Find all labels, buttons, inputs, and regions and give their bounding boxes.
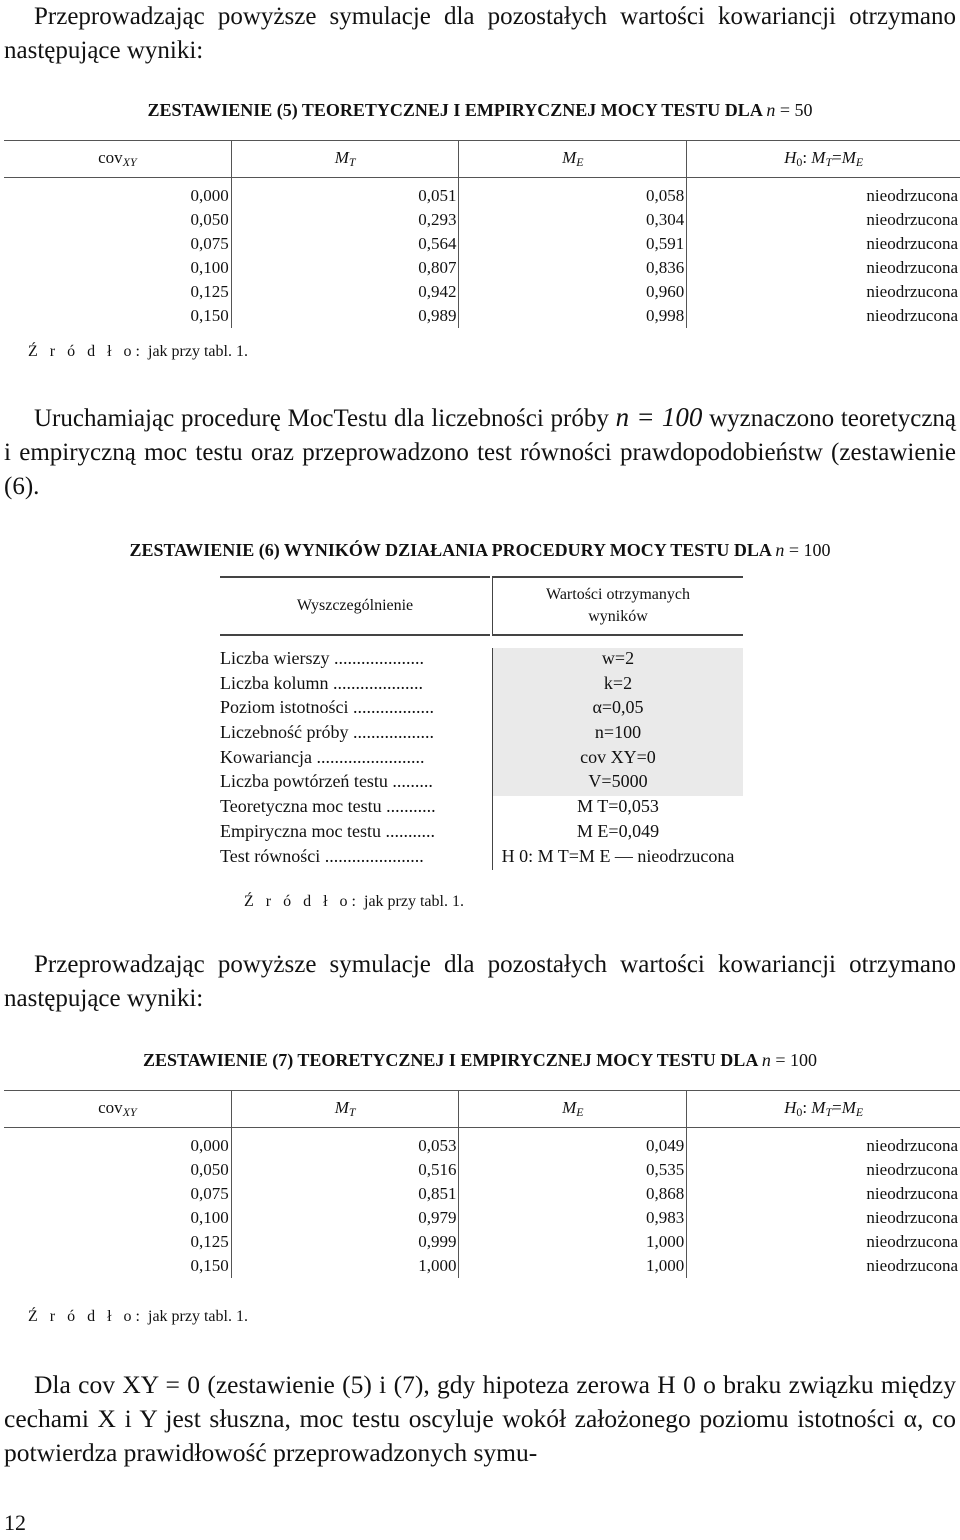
row-label: Teoretyczna moc testu ........... [220,796,436,817]
table5-source [28,343,248,361]
cell-cov: 0,000 [190,186,229,205]
table7-n-value: = 100 [775,1050,817,1070]
row-label: Liczba powtórzeń testu ......... [220,771,433,792]
source-text: jak przy tabl. 1. [148,343,248,360]
cell-cov: 0,150 [190,1256,229,1275]
cell-mt: 0,053 [231,1128,459,1159]
table-row [4,1206,960,1230]
table-row [4,256,960,280]
cell-me: 0,058 [459,178,687,209]
table-row [220,722,742,747]
header-wartosci-line1: Wartości otrzymanych [546,586,690,603]
cell-h0: nieodrzucona [687,1230,960,1254]
cell-mt: 0,989 [231,304,459,328]
table5-caption-text: ZESTAWIENIE (5) TEORETYCZNEJ I EMPIRYCZNEJ MOCY TESTU DLA [147,100,762,120]
row-value: w=2 [492,648,743,673]
cell-me: 0,983 [459,1206,687,1230]
row-label: Liczba kolumn .................... [220,672,423,693]
table5-n-value: = 50 [779,100,813,120]
header-h0: $H_0$: $M_T=M_E$ [687,1091,960,1128]
cell-mt: 0,564 [231,232,459,256]
header-wartosci-line2: wyników [588,608,648,625]
table5-n-label: n [766,100,776,120]
header-cov: cov$_{XY}$ [4,1091,231,1128]
source-prefix: Ź r ó d ł o: [244,893,360,910]
table-row [4,304,960,328]
table7-source [28,1308,248,1326]
table7-n-label: n [761,1050,771,1070]
source-prefix: Ź r ó d ł o: [28,1308,144,1325]
cell-mt: 1,000 [231,1254,459,1278]
cell-me: 0,049 [459,1128,687,1159]
table-row [220,771,742,796]
table5-caption [0,100,960,121]
row-value: n=100 [492,722,743,747]
intro-paragraph-2-text: Przeprowadzając powyższe symulacje dla pozostałych wartości kowariancji otrzymano następujące wyniki: [4,951,956,1012]
source-text: jak przy tabl. 1. [148,1308,248,1325]
table-row [4,280,960,304]
table7-caption [0,1050,960,1071]
row-value: cov XY=0 [492,747,743,772]
cell-cov: 0,100 [190,258,229,277]
table7 [4,1090,960,1278]
cell-mt: 0,999 [231,1230,459,1254]
cell-cov: 0,050 [190,210,229,229]
row-value: M E=0,049 [492,821,743,846]
table-row [4,1158,960,1182]
row-label: Liczebność próby .................. [220,722,434,743]
table-row [220,648,742,673]
paragraph-final [4,1368,956,1470]
header-h0: $H_0$: $M_T=M_E$ [687,141,960,178]
cell-h0: nieodrzucona [687,256,960,280]
cell-mt: 0,516 [231,1158,459,1182]
intro-paragraph-text: Przeprowadzając powyższe symulacje dla pozostałych wartości kowariancji otrzymano następujące wyniki: [4,3,956,64]
row-label: Empiryczna moc testu ........... [220,820,435,841]
cell-mt: 0,979 [231,1206,459,1230]
header-cov: cov$_{XY}$ [4,141,231,178]
row-label: Liczba wierszy .................... [220,648,424,668]
row-label: Test równości ...................... [220,845,424,866]
row-value: α=0,05 [492,697,743,722]
row-value: V=5000 [492,771,743,796]
table5-header-row [4,141,960,178]
table7-header-row [4,1091,960,1128]
table6-source [244,893,464,911]
paragraph-final-text: Dla cov XY = 0 (zestawienie (5) i (7), gdy hipoteza zerowa H 0 o braku związku między cechami X i Y jest słuszna, moc testu oscyluje wokół założonego poziomu istotności α, co potwierdza prawidłowość przeprowadzonych symu- [4,1370,956,1467]
cell-cov: 0,125 [190,1232,229,1251]
paragraph-2-text: Uruchamiając procedurę MocTestu dla liczebności próby n = 100 wyznaczono teoretyczną i empiryczną moc testu oraz przeprowadzono test równości prawdopodobieństw (zestawienie (6). [4,402,957,500]
table-row [4,178,960,209]
cell-cov: 0,125 [190,282,229,301]
cell-h0: nieodrzucona [687,232,960,256]
cell-me: 0,998 [459,304,687,328]
table6-caption-text: ZESTAWIENIE (6) WYNIKÓW DZIAŁANIA PROCEDURY MOCY TESTU DLA [129,540,771,560]
header-mt: $M_T$ [231,141,459,178]
table7-caption-text: ZESTAWIENIE (7) TEORETYCZNEJ I EMPIRYCZNEJ MOCY TESTU DLA [143,1050,758,1070]
table-row [4,1182,960,1206]
table6-caption [0,540,960,561]
table-row [220,697,742,722]
paragraph-2 [4,400,956,504]
table-row [220,747,742,772]
table6-rows [220,648,742,870]
header-me: $M_E$ [459,1091,687,1128]
header-me: $M_E$ [459,141,687,178]
row-label: Poziom istotności .................. [220,697,435,718]
formula-n100: n = 100 [615,402,703,432]
cell-mt: 0,942 [231,280,459,304]
cell-h0: nieodrzucona [687,1182,960,1206]
row-label: Kowariancja ........................ [220,746,425,767]
cell-me: 0,535 [459,1158,687,1182]
source-prefix: Ź r ó d ł o: [28,343,144,360]
table5 [4,140,960,328]
table6-n-value: = 100 [788,540,831,560]
cell-mt: 0,293 [231,208,459,232]
cell-cov: 0,100 [190,1208,229,1227]
cell-me: 0,960 [459,280,687,304]
table6-n-label: n [775,540,785,560]
source-text: jak przy tabl. 1. [364,893,464,910]
cell-cov: 0,000 [190,1136,229,1155]
cell-me: 1,000 [459,1230,687,1254]
cell-h0: nieodrzucona [687,280,960,304]
cell-h0: nieodrzucona [687,1206,960,1230]
cell-cov: 0,075 [190,234,229,253]
cell-h0: nieodrzucona [687,208,960,232]
cell-me: 0,304 [459,208,687,232]
cell-mt: 0,851 [231,1182,459,1206]
cell-me: 1,000 [459,1254,687,1278]
table-row [220,796,742,821]
row-value: k=2 [492,673,743,698]
cell-h0: nieodrzucona [687,304,960,328]
row-value: H 0: M T=M E — nieodrzucona [492,846,743,871]
cell-h0: nieodrzucona [687,1158,960,1182]
header-mt: $M_T$ [231,1091,459,1128]
cell-me: 0,868 [459,1182,687,1206]
table-row [220,821,742,846]
cell-me: 0,836 [459,256,687,280]
table-row [220,846,742,871]
header-wyszczegolnienie: Wyszczególnienie [220,576,490,636]
table-row [4,1230,960,1254]
row-value: M T=0,053 [492,796,743,821]
table-row [220,673,742,698]
intro-paragraph-2 [4,948,956,1016]
table-row [4,1254,960,1278]
table-row [4,208,960,232]
table6-header [220,576,742,632]
page-number: 12 [4,1510,26,1535]
table-row [4,1128,960,1159]
cell-me: 0,591 [459,232,687,256]
table-row [4,232,960,256]
cell-mt: 0,051 [231,178,459,209]
cell-cov: 0,150 [190,306,229,325]
cell-h0: nieodrzucona [687,178,960,209]
cell-h0: nieodrzucona [687,1128,960,1159]
cell-h0: nieodrzucona [687,1254,960,1278]
cell-cov: 0,075 [190,1184,229,1203]
header-wartosci [492,576,743,636]
intro-paragraph [4,0,956,68]
cell-mt: 0,807 [231,256,459,280]
cell-cov: 0,050 [190,1160,229,1179]
